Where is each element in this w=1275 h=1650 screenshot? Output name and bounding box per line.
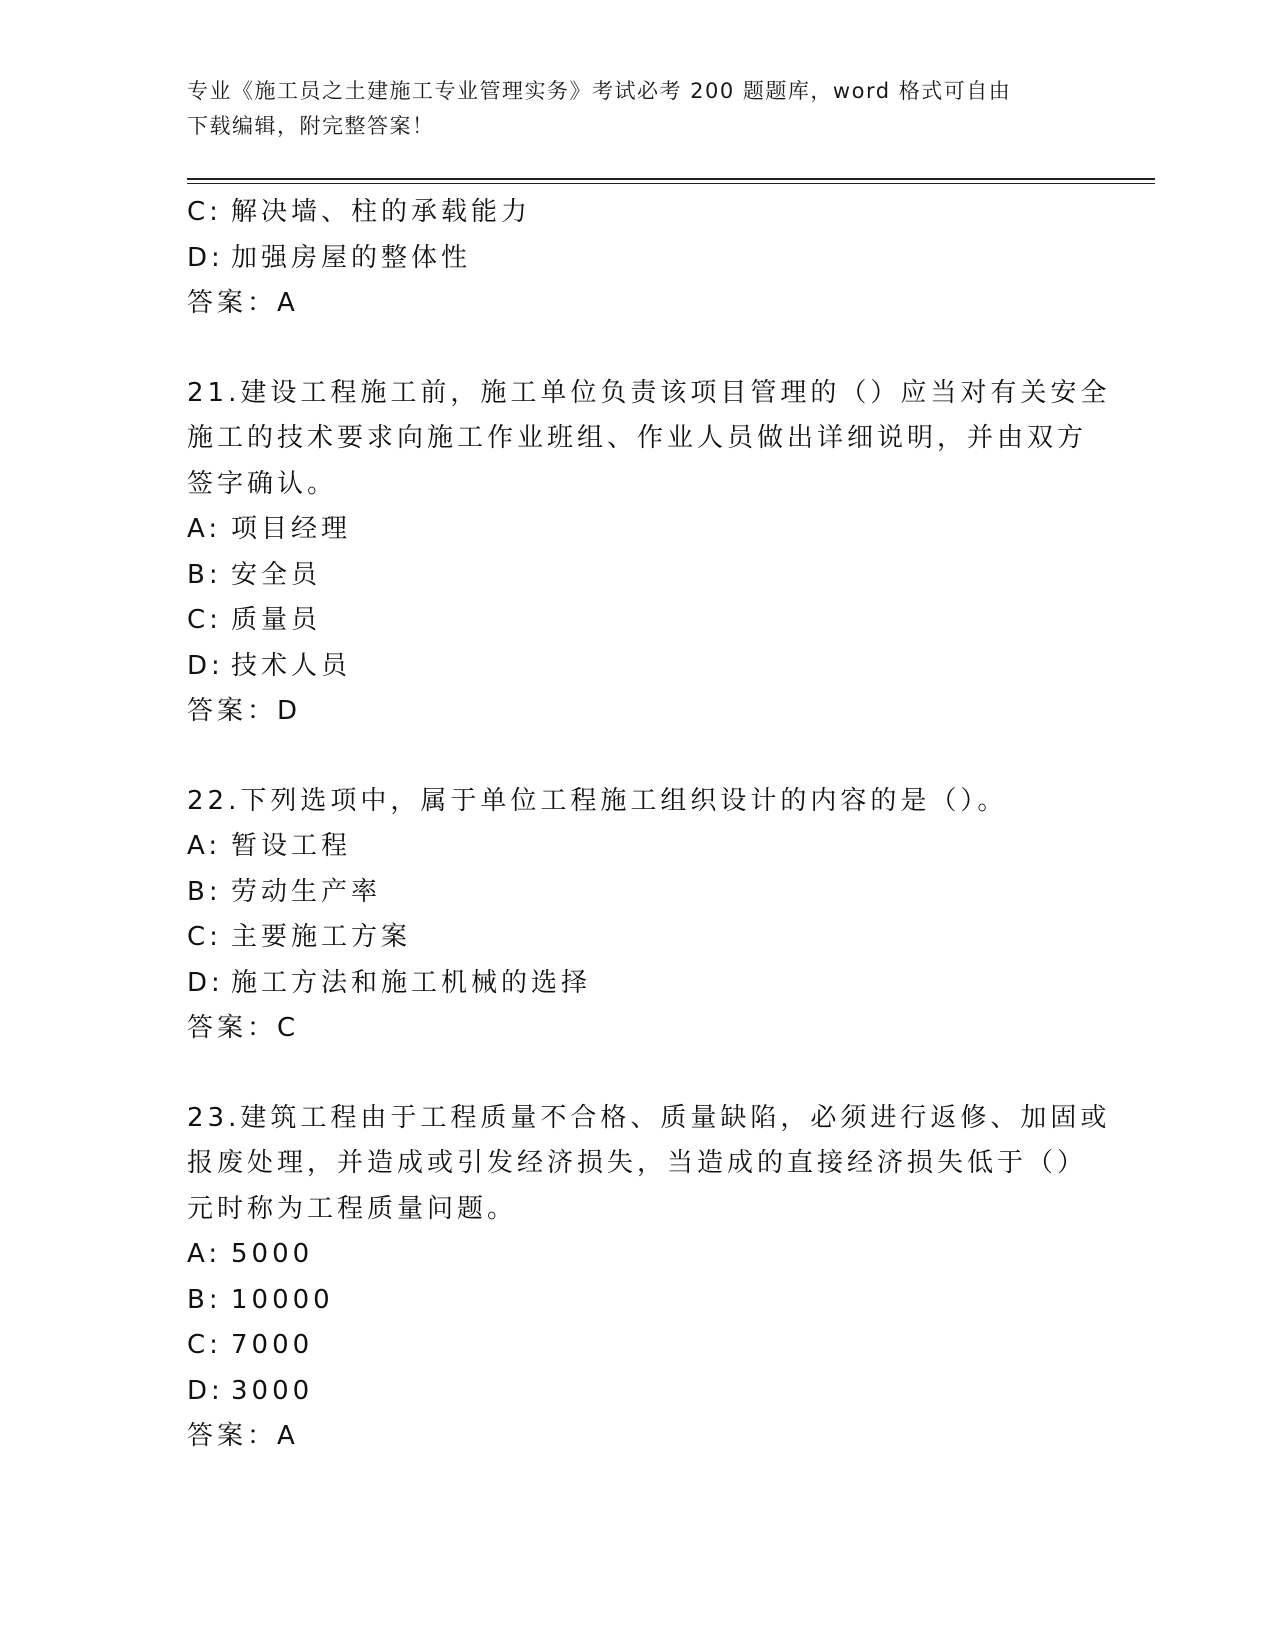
option-line bbox=[187, 644, 1087, 690]
option-text: 暂设工程 bbox=[231, 831, 352, 861]
option-line bbox=[187, 553, 1087, 599]
option-key: C: bbox=[187, 922, 222, 952]
question-stem-line: 报废处理，并造成或引发经济损失，当造成的直接经济损失低于（） bbox=[187, 1148, 1088, 1178]
option-key: D: bbox=[187, 1375, 224, 1406]
option-line bbox=[187, 507, 1087, 553]
option-text: 项目经理 bbox=[231, 514, 352, 544]
document-header bbox=[187, 74, 1067, 144]
option-text: 5000 bbox=[231, 1239, 314, 1269]
option-line bbox=[187, 1369, 1087, 1415]
option-key: B: bbox=[187, 1284, 222, 1315]
option-line bbox=[187, 1323, 1087, 1369]
option-text: 安全员 bbox=[231, 559, 322, 590]
option-text: 技术人员 bbox=[231, 650, 352, 681]
question-stem-line: 元时称为工程质量问题。 bbox=[187, 1193, 518, 1224]
option-text: 质量员 bbox=[231, 605, 322, 635]
question-block bbox=[187, 371, 1111, 735]
question-stem-line: 21.建设工程施工前，施工单位负责该项目管理的（）应当对有关安全 bbox=[187, 377, 1111, 408]
option-key: B: bbox=[187, 876, 222, 907]
option-key: C: bbox=[187, 1330, 222, 1360]
option-text: 加强房屋的整体性 bbox=[231, 242, 472, 273]
question-stem-line: 23.建筑工程由于工程质量不合格、质量缺陷，必须进行返修、加固或 bbox=[187, 1102, 1111, 1133]
header-divider bbox=[187, 178, 1155, 180]
option-key: A: bbox=[187, 1239, 222, 1269]
option-text: 3000 bbox=[231, 1375, 314, 1406]
answer-line: 答案：D bbox=[187, 696, 302, 726]
option-text: 10000 bbox=[231, 1284, 334, 1315]
question-stem-line: 22.下列选项中，属于单位工程施工组织设计的内容的是（）。 bbox=[187, 785, 1008, 816]
question-block bbox=[187, 1096, 1111, 1460]
option-line bbox=[187, 236, 1087, 282]
previous-question-tail bbox=[187, 190, 1087, 327]
question-block bbox=[187, 779, 1087, 1052]
option-text: 解决墙、柱的承载能力 bbox=[231, 197, 532, 227]
option-key: A: bbox=[187, 831, 222, 861]
option-key: D: bbox=[187, 967, 224, 998]
option-line bbox=[187, 1278, 1087, 1324]
answer-line: 答案：C bbox=[187, 1013, 300, 1043]
answer-line: 答案：A bbox=[187, 288, 299, 318]
option-line bbox=[187, 598, 1087, 644]
option-line bbox=[187, 915, 1087, 961]
option-line bbox=[187, 1232, 1087, 1278]
option-key: C: bbox=[187, 197, 222, 227]
option-line bbox=[187, 961, 1087, 1007]
option-text: 主要施工方案 bbox=[231, 922, 412, 952]
header-line: 专业《施工员之土建施工专业管理实务》考试必考 200 题题库，word 格式可自由 bbox=[187, 79, 1012, 103]
option-key: C: bbox=[187, 605, 222, 635]
question-list bbox=[187, 190, 1111, 1460]
header-line: 下载编辑，附完整答案！ bbox=[187, 114, 435, 138]
option-key: D: bbox=[187, 650, 224, 681]
option-line bbox=[187, 824, 1087, 870]
question-stem-line: 施工的技术要求向施工作业班组、作业人员做出详细说明，并由双方 bbox=[187, 423, 1088, 453]
answer-line: 答案：A bbox=[187, 1421, 299, 1451]
option-key: D: bbox=[187, 242, 224, 273]
option-key: B: bbox=[187, 559, 222, 590]
option-line bbox=[187, 870, 1087, 916]
option-key: A: bbox=[187, 514, 222, 544]
question-stem-line: 签字确认。 bbox=[187, 468, 338, 499]
option-text: 劳动生产率 bbox=[231, 876, 382, 907]
option-text: 施工方法和施工机械的选择 bbox=[231, 967, 592, 998]
header-divider-thin bbox=[187, 183, 1155, 184]
option-line bbox=[187, 190, 1087, 236]
option-text: 7000 bbox=[231, 1330, 314, 1360]
